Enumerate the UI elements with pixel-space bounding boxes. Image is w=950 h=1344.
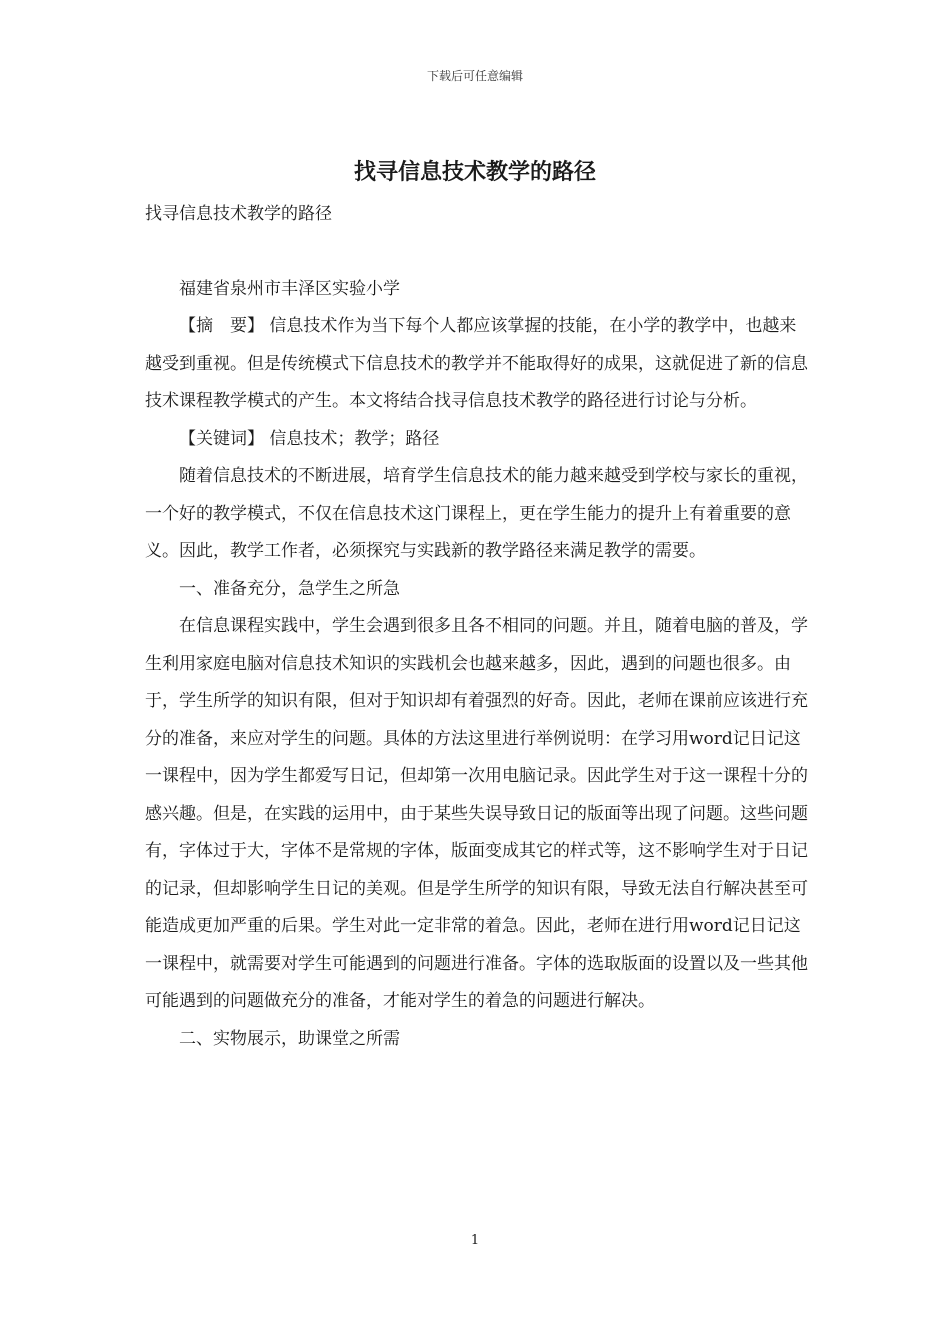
- keywords-line: 【关键词】 信息技术；教学；路径: [179, 428, 440, 449]
- page-number: 1: [470, 1233, 480, 1248]
- abstract-paragraph: 【摘 要】 信息技术作为当下每个人都应该掌握的技能，在小学的教学中，也越来越受到重视。但是传统模式下信息技术的教学并不能取得好的成果，这就促进了新的信息技术课程教学模式的产生。本文将结合找寻信息技术教学的路径进行讨论与分析。: [145, 316, 808, 411]
- document-body: [145, 196, 810, 1058]
- section-heading-2: 二、实物展示，助课堂之所需: [179, 1028, 400, 1049]
- section-heading-1: 一、准备充分，急学生之所急: [179, 578, 400, 599]
- subtitle: 找寻信息技术教学的路径: [145, 204, 332, 224]
- school-name: 福建省泉州市丰泽区实验小学: [179, 278, 400, 299]
- page-header: 下载后可任意编辑: [426, 69, 523, 83]
- section-1-paragraph: 在信息课程实践中，学生会遇到很多且各不相同的问题。并且，随着电脑的普及，学生利用家庭电脑对信息技术知识的实践机会也越来越多，因此，遇到的问题也很多。由于，学生所学的知识有限，但对于知识却有着强烈的好奇。因此，老师在课前应该进行充分的准备，来应对学生的问题。具体的方法这里进行举例说明：在学习用word记日记这一课程中，因为学生都爱写日记，但却第一次用电脑记录。因此学生对于这一课程十分的感兴趣。但是，在实践的运用中，由于某些失误导致日记的版面等出现了问题。这些问题有，字体过于大，字体不是常规的字体，版面变成其它的样式等，这不影响学生对于日记的记录，但却影响学生日记的美观。但是学生所学的知识有限，导致无法自行解决甚至可能造成更加严重的后果。学生对此一定非常的着急。因此，老师在进行用word记日记这一课程中，就需要对学生可能遇到的问题进行准备。字体的选取版面的设置以及一些其他可能遇到的问题做充分的准备，才能对学生的着急的问题进行解决。: [145, 616, 808, 1011]
- document-title: 找寻信息技术教学的路径: [353, 159, 596, 185]
- intro-paragraph: 随着信息技术的不断进展，培育学生信息技术的能力越来越受到学校与家长的重视，一个好的教学模式，不仅在信息技术这门课程上，更在学生能力的提升上有着重要的意义。因此，教学工作者，必须探究与实践新的教学路径来满足教学的需要。: [145, 466, 808, 561]
- blank-line: [145, 234, 810, 271]
